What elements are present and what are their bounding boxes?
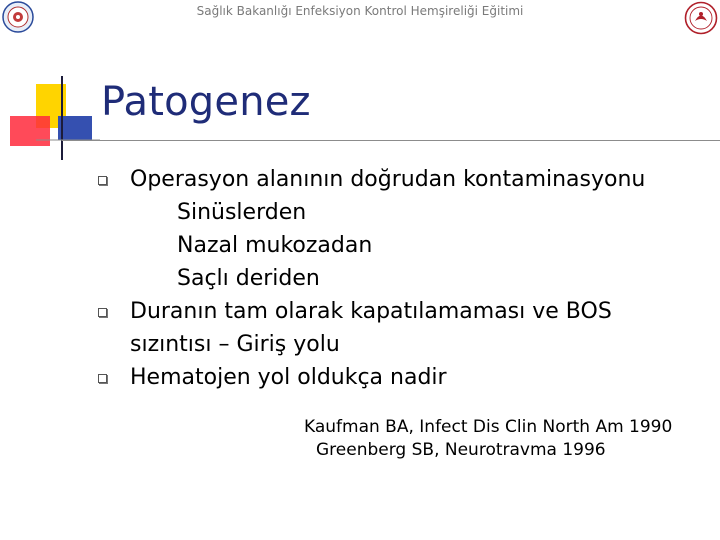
slide-title: Patogenez [101,79,311,125]
bullet-text: Hematojen yol oldukça nadir [130,365,447,390]
title-decoration [0,0,110,170]
bullet-item [96,361,696,394]
square-bullet-icon [98,308,107,317]
red-seal-icon [684,1,718,35]
sub-item: Sinüslerden [177,200,307,225]
bullet-item [96,295,696,361]
references [304,416,672,462]
header-title: Sağlık Bakanlığı Enfeksiyon Kontrol Hemşireliği Eğitimi [196,4,524,18]
bullet-item [96,163,696,295]
bullet-text: Duranın tam olarak kapatılamaması ve BOS [130,299,612,324]
title-divider [62,140,720,141]
reference-line: Kaufman BA, Infect Dis Clin North Am 1990 [304,417,673,437]
bullet-list [96,163,696,394]
sub-item: Nazal mukozadan [177,233,373,258]
sub-item: Saçlı deriden [177,266,320,291]
square-bullet-icon [98,176,107,185]
reference-line: Greenberg SB, Neurotravma 1996 [316,440,606,460]
bullet-text: Operasyon alanının doğrudan kontaminasyonu [130,167,646,192]
bullet-text-continuation: sızıntısı – Giriş yolu [130,332,340,357]
square-bullet-icon [98,374,107,383]
